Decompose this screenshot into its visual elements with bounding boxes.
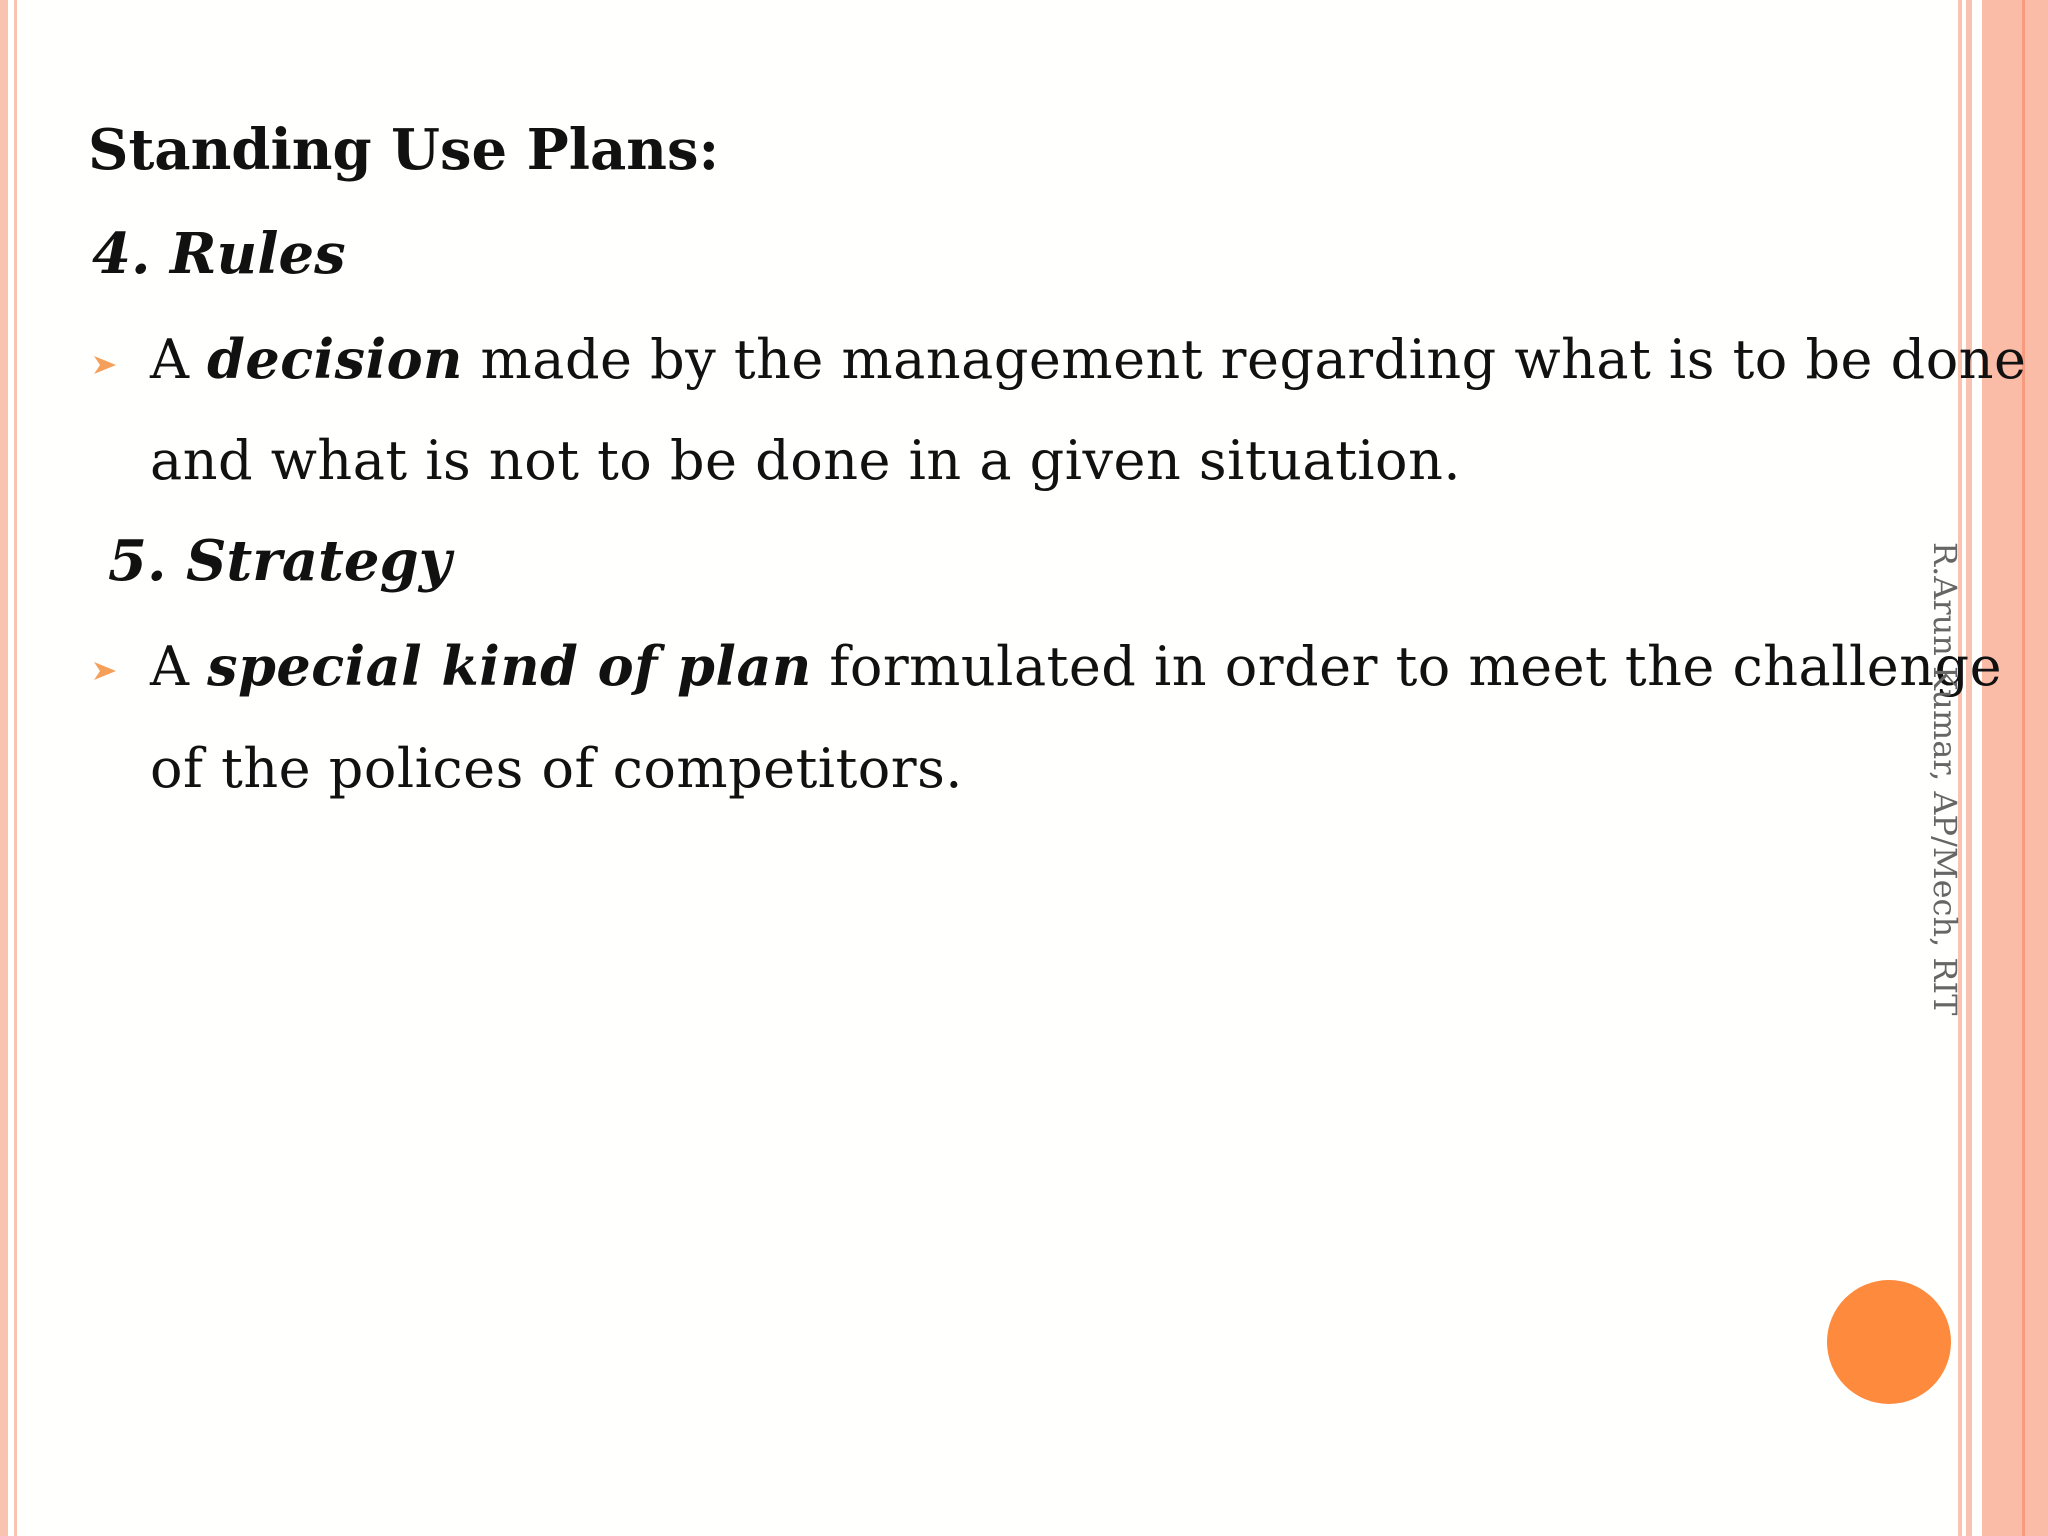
bullet-rules-post: made by the management regarding what is to be done <box>480 328 2027 391</box>
bullet-rules-line2: and what is not to be done in a given situation. <box>150 429 1462 492</box>
bullet-strategy-line1 <box>150 634 2003 698</box>
bullet-strategy-emphasis: special kind of plan <box>207 634 812 698</box>
decorative-orange-circle <box>1827 1280 1951 1404</box>
right-border-band-line <box>2022 0 2025 1536</box>
bullet-rules-pre: A <box>150 328 190 391</box>
bullet-strategy-line2: of the polices of competitors. <box>150 737 963 800</box>
left-border-stripe <box>0 0 8 1536</box>
right-border-band <box>1982 0 2048 1536</box>
section-title-rules: 4. Rules <box>92 221 346 287</box>
bullet-arrow-icon <box>92 658 118 684</box>
bullet-rules-emphasis: decision <box>207 327 463 391</box>
slide-heading: Standing Use Plans: <box>88 117 720 183</box>
section-title-strategy: 5. Strategy <box>108 528 452 594</box>
bullet-strategy-post: formulated in order to meet the challenge <box>829 635 2003 698</box>
right-border-line <box>1966 0 1972 1536</box>
bullet-rules-line1 <box>150 327 2027 391</box>
left-border-line <box>14 0 17 1536</box>
slide-footer-author: R.Arun Kumar, AP/Mech, RIT <box>1926 542 1964 1016</box>
bullet-arrow-icon <box>92 352 118 378</box>
bullet-strategy-pre: A <box>150 635 190 698</box>
